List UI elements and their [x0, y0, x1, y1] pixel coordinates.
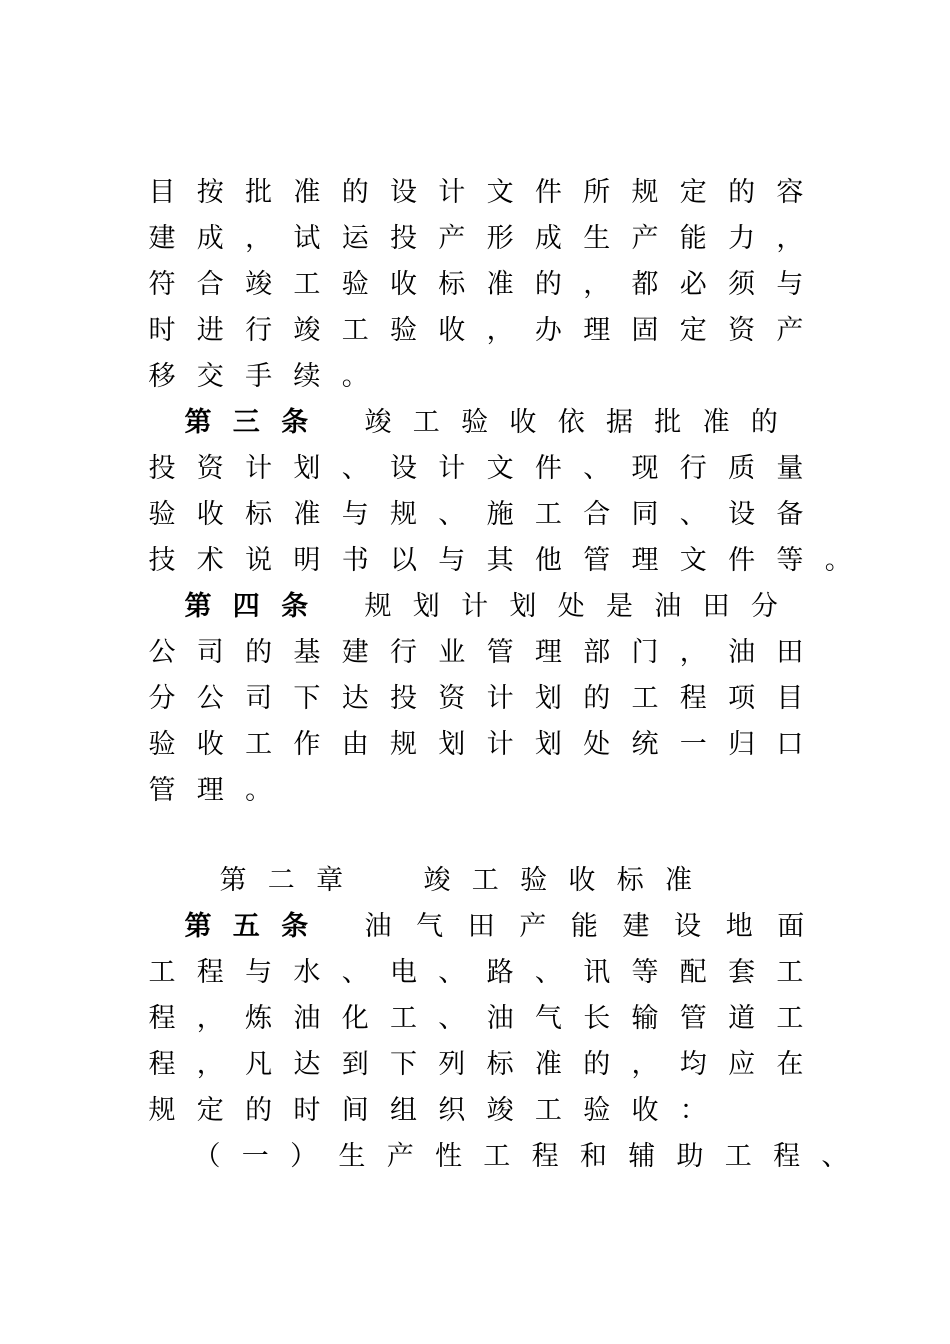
glyph: 所 [583, 177, 611, 208]
glyph: 电 [390, 957, 417, 988]
glyph: 容 [776, 177, 804, 208]
text-line [0, 354, 950, 400]
glyph: 成 [196, 223, 224, 254]
glyph: 长 [583, 1003, 611, 1034]
glyph: 目 [148, 177, 176, 208]
glyph: 。 [245, 775, 273, 806]
glyph: 管 [148, 775, 176, 806]
glyph: 工 [631, 683, 659, 714]
glyph: 部 [583, 637, 611, 668]
glyph: 的 [583, 683, 611, 714]
glyph: 收 [196, 499, 224, 530]
glyph: 程 [148, 1003, 176, 1034]
glyph: 明 [293, 545, 321, 576]
glyph: 件 [534, 177, 562, 208]
glyph: 划 [438, 729, 466, 760]
glyph: 计 [245, 453, 273, 484]
glyph: 与 [245, 957, 273, 988]
glyph: 、 [679, 499, 707, 530]
glyph: 收 [509, 407, 537, 438]
glyph: 工 [148, 957, 176, 988]
glyph: 程 [196, 957, 224, 988]
glyph: 的 [534, 269, 562, 300]
glyph: 第 [219, 865, 247, 896]
glyph: 验 [148, 499, 176, 530]
glyph: 工 [534, 499, 562, 530]
glyph: 准 [534, 1049, 562, 1080]
glyph: 运 [341, 223, 369, 254]
glyph: 工 [724, 1141, 752, 1172]
glyph: 。 [824, 545, 852, 576]
glyph: 收 [438, 315, 466, 346]
glyph: 理 [631, 545, 659, 576]
glyph: 化 [341, 1003, 369, 1034]
glyph: 、 [341, 453, 369, 484]
text-line [0, 262, 950, 308]
glyph: 形 [486, 223, 514, 254]
glyph: 工 [471, 865, 499, 896]
glyph: 设 [728, 499, 756, 530]
glyph: 书 [341, 545, 369, 576]
glyph: 标 [486, 1049, 514, 1080]
glyph: 准 [293, 177, 321, 208]
glyph: 同 [631, 499, 659, 530]
glyph: 工 [390, 1003, 417, 1034]
glyph: 准 [293, 499, 321, 530]
glyph: 规 [364, 591, 392, 622]
glyph: 据 [606, 407, 633, 438]
glyph: 按 [196, 177, 224, 208]
glyph: 第 [184, 407, 212, 438]
glyph: 套 [728, 957, 756, 988]
glyph: 划 [412, 591, 440, 622]
glyph: 都 [631, 269, 659, 300]
glyph: 油 [486, 1003, 514, 1034]
glyph: 必 [679, 269, 707, 300]
glyph: 门 [631, 637, 659, 668]
glyph: 的 [728, 177, 756, 208]
glyph: 、 [341, 957, 369, 988]
glyph: 水 [293, 957, 321, 988]
glyph: 标 [245, 499, 273, 530]
glyph: 合 [196, 269, 224, 300]
glyph: 收 [568, 865, 596, 896]
glyph: 收 [390, 269, 417, 300]
glyph: 试 [293, 223, 321, 254]
glyph: 口 [776, 729, 804, 760]
glyph: 司 [196, 637, 224, 668]
text-line [0, 170, 950, 216]
glyph: 面 [777, 911, 805, 942]
glyph: 验 [520, 865, 548, 896]
glyph: 的 [750, 407, 778, 438]
text-line [0, 722, 950, 768]
glyph: 工 [776, 1003, 804, 1034]
glyph: 油 [728, 637, 756, 668]
glyph: 收 [196, 729, 224, 760]
text-line [0, 768, 950, 814]
glyph: 到 [341, 1049, 369, 1080]
text-line [0, 950, 950, 996]
glyph: 程 [679, 683, 707, 714]
glyph: 移 [148, 361, 176, 392]
glyph: 达 [341, 683, 369, 714]
glyph: 合 [583, 499, 611, 530]
glyph: 竣 [486, 1095, 514, 1126]
glyph: 固 [631, 315, 659, 346]
glyph: 输 [631, 1003, 659, 1034]
glyph: 的 [341, 177, 369, 208]
glyph: 批 [245, 177, 273, 208]
text-line [0, 492, 950, 538]
glyph: 工 [483, 1141, 511, 1172]
glyph: 收 [631, 1095, 659, 1126]
glyph: 竣 [364, 407, 392, 438]
glyph: 列 [438, 1049, 466, 1080]
glyph: 助 [676, 1141, 704, 1172]
glyph: 投 [390, 223, 417, 254]
glyph: 续 [293, 361, 321, 392]
glyph: 验 [341, 269, 369, 300]
glyph: 分 [148, 683, 176, 714]
glyph: 等 [631, 957, 659, 988]
glyph: 、 [821, 1141, 849, 1172]
glyph: 其 [486, 545, 514, 576]
glyph: 、 [438, 499, 466, 530]
glyph: ） [290, 1141, 318, 1172]
glyph: 件 [728, 545, 756, 576]
glyph: 竣 [423, 865, 451, 896]
glyph: （ [193, 1141, 221, 1172]
glyph: 产 [519, 911, 547, 942]
glyph: 条 [281, 407, 309, 438]
glyph: 程 [148, 1049, 176, 1080]
glyph: 配 [679, 957, 707, 988]
glyph: 公 [196, 683, 224, 714]
glyph: ， [631, 1049, 659, 1080]
glyph: 理 [534, 637, 562, 668]
glyph: 投 [390, 683, 417, 714]
glyph: 。 [341, 361, 369, 392]
text-line [0, 400, 950, 446]
glyph: 竣 [293, 315, 321, 346]
glyph: 设 [674, 911, 702, 942]
glyph: 和 [579, 1141, 607, 1172]
glyph: 油 [364, 911, 392, 942]
text-line [0, 308, 950, 354]
glyph: 第 [184, 911, 212, 942]
glyph: 管 [679, 1003, 707, 1034]
glyph: 标 [616, 865, 644, 896]
glyph: 织 [438, 1095, 466, 1126]
glyph: 与 [341, 499, 369, 530]
text-line [0, 446, 950, 492]
glyph: 行 [679, 453, 707, 484]
glyph: 规 [390, 499, 417, 530]
glyph: ， [196, 1049, 224, 1080]
glyph: 章 [316, 865, 344, 896]
glyph: 三 [232, 407, 260, 438]
glyph: 等 [776, 545, 804, 576]
glyph: 资 [438, 683, 466, 714]
glyph: 划 [293, 453, 321, 484]
glyph: 归 [728, 729, 756, 760]
text-line [0, 584, 950, 630]
glyph: 质 [728, 453, 756, 484]
glyph: 计 [438, 453, 466, 484]
glyph: 五 [232, 911, 260, 942]
glyph: ， [245, 223, 273, 254]
glyph: 文 [486, 453, 514, 484]
glyph: 投 [148, 453, 176, 484]
glyph: 程 [531, 1141, 559, 1172]
glyph: 定 [196, 1095, 224, 1126]
glyph: 工 [293, 269, 321, 300]
glyph: 的 [583, 1049, 611, 1080]
glyph: 说 [245, 545, 273, 576]
glyph: 定 [679, 177, 707, 208]
glyph: 达 [293, 1049, 321, 1080]
glyph: 凡 [245, 1049, 273, 1080]
glyph: 能 [570, 911, 598, 942]
glyph: 划 [509, 591, 537, 622]
text-line [0, 1042, 950, 1088]
glyph: 规 [390, 729, 417, 760]
glyph: 间 [341, 1095, 369, 1126]
text-line [0, 630, 950, 676]
glyph: 办 [534, 315, 562, 346]
text-line [0, 676, 950, 722]
glyph: 成 [534, 223, 562, 254]
text-line [0, 996, 950, 1042]
glyph: 业 [438, 637, 466, 668]
text-line [0, 1088, 950, 1134]
glyph: 力 [728, 223, 756, 254]
glyph: 文 [679, 545, 707, 576]
glyph: 管 [583, 545, 611, 576]
glyph: 依 [557, 407, 585, 438]
glyph: 地 [725, 911, 753, 942]
text-line [0, 1134, 950, 1180]
glyph: 油 [654, 591, 682, 622]
glyph: 条 [281, 911, 309, 942]
glyph: 路 [486, 957, 514, 988]
glyph: 设 [390, 453, 417, 484]
glyph: 下 [293, 683, 321, 714]
glyph: 现 [631, 453, 659, 484]
glyph: 田 [776, 637, 804, 668]
glyph: 建 [622, 911, 650, 942]
glyph: 行 [245, 315, 273, 346]
glyph: 进 [196, 315, 224, 346]
glyph: 作 [293, 729, 321, 760]
glyph: 产 [776, 315, 804, 346]
glyph: 气 [416, 911, 444, 942]
glyph: 司 [245, 683, 273, 714]
glyph: 、 [438, 1003, 466, 1034]
glyph: 计 [486, 683, 514, 714]
glyph: ， [679, 637, 707, 668]
glyph: 由 [341, 729, 369, 760]
glyph: 须 [728, 269, 756, 300]
glyph: 设 [390, 177, 417, 208]
glyph: 、 [583, 453, 611, 484]
glyph: 标 [438, 269, 466, 300]
glyph: 符 [148, 269, 176, 300]
glyph: 分 [750, 591, 778, 622]
glyph: 行 [390, 637, 417, 668]
glyph: 划 [534, 729, 562, 760]
text-line [0, 538, 950, 584]
glyph: 生 [338, 1141, 366, 1172]
glyph: 气 [534, 1003, 562, 1034]
glyph: 交 [196, 361, 224, 392]
glyph: 产 [631, 223, 659, 254]
glyph: 基 [293, 637, 321, 668]
glyph: 工 [412, 407, 440, 438]
glyph: 规 [631, 177, 659, 208]
glyph: 组 [390, 1095, 417, 1126]
glyph: 在 [776, 1049, 804, 1080]
text-line [0, 216, 950, 262]
glyph: 验 [583, 1095, 611, 1126]
glyph: 理 [196, 775, 224, 806]
glyph: 处 [583, 729, 611, 760]
glyph: 工 [341, 315, 369, 346]
glyph: 与 [776, 269, 804, 300]
glyph: ， [196, 1003, 224, 1034]
glyph: 是 [606, 591, 633, 622]
glyph: 条 [281, 591, 309, 622]
glyph: 验 [148, 729, 176, 760]
glyph: 文 [486, 177, 514, 208]
glyph: 均 [679, 1049, 707, 1080]
glyph: 划 [534, 683, 562, 714]
glyph: 工 [245, 729, 273, 760]
glyph: 验 [461, 407, 489, 438]
glyph: 产 [438, 223, 466, 254]
glyph: 工 [534, 1095, 562, 1126]
text-line [0, 858, 950, 904]
glyph: 计 [438, 177, 466, 208]
glyph: 辅 [628, 1141, 656, 1172]
glyph: 讯 [583, 957, 611, 988]
glyph: 田 [702, 591, 730, 622]
glyph: 准 [486, 269, 514, 300]
glyph: 第 [184, 591, 212, 622]
glyph: ， [776, 223, 804, 254]
glyph: 性 [435, 1141, 462, 1172]
glyph: 准 [665, 865, 692, 896]
glyph: 资 [196, 453, 224, 484]
glyph: 竣 [245, 269, 273, 300]
glyph: 理 [583, 315, 611, 346]
glyph: 油 [293, 1003, 321, 1034]
glyph: 处 [557, 591, 585, 622]
glyph: 计 [461, 591, 489, 622]
glyph: 以 [390, 545, 417, 576]
glyph: 工 [776, 957, 804, 988]
glyph: 产 [386, 1141, 414, 1172]
glyph: 下 [390, 1049, 417, 1080]
glyph: ， [486, 315, 514, 346]
glyph: 二 [267, 865, 295, 896]
glyph: 计 [486, 729, 514, 760]
glyph: 术 [196, 545, 224, 576]
glyph: 量 [776, 453, 804, 484]
glyph: 田 [467, 911, 495, 942]
glyph: 技 [148, 545, 176, 576]
glyph: 生 [583, 223, 611, 254]
glyph: 炼 [245, 1003, 273, 1034]
glyph: 四 [232, 591, 260, 622]
glyph: 备 [776, 499, 804, 530]
glyph: 公 [148, 637, 176, 668]
glyph: 一 [679, 729, 707, 760]
glyph: 验 [390, 315, 417, 346]
glyph: 项 [728, 683, 756, 714]
glyph: 的 [245, 1095, 273, 1126]
glyph: 道 [728, 1003, 756, 1034]
glyph: 规 [148, 1095, 176, 1126]
glyph: 一 [241, 1141, 269, 1172]
glyph: 施 [486, 499, 514, 530]
glyph: 、 [534, 957, 562, 988]
glyph: 的 [245, 637, 273, 668]
glyph: 手 [245, 361, 273, 392]
glyph: 与 [438, 545, 466, 576]
glyph: 管 [486, 637, 514, 668]
glyph: 时 [148, 315, 176, 346]
glyph: 程 [773, 1141, 801, 1172]
glyph: 件 [534, 453, 562, 484]
glyph: ， [583, 269, 611, 300]
glyph: ： [679, 1095, 707, 1126]
glyph: 定 [679, 315, 707, 346]
glyph: 资 [728, 315, 756, 346]
glyph: 准 [702, 407, 730, 438]
glyph: 目 [776, 683, 804, 714]
glyph: 他 [534, 545, 562, 576]
glyph: 建 [341, 637, 369, 668]
glyph: 批 [654, 407, 682, 438]
glyph: 统 [631, 729, 659, 760]
glyph: 能 [679, 223, 707, 254]
glyph: 应 [728, 1049, 756, 1080]
text-line [0, 904, 950, 950]
glyph: 建 [148, 223, 176, 254]
glyph: 时 [293, 1095, 321, 1126]
glyph: 、 [438, 957, 466, 988]
